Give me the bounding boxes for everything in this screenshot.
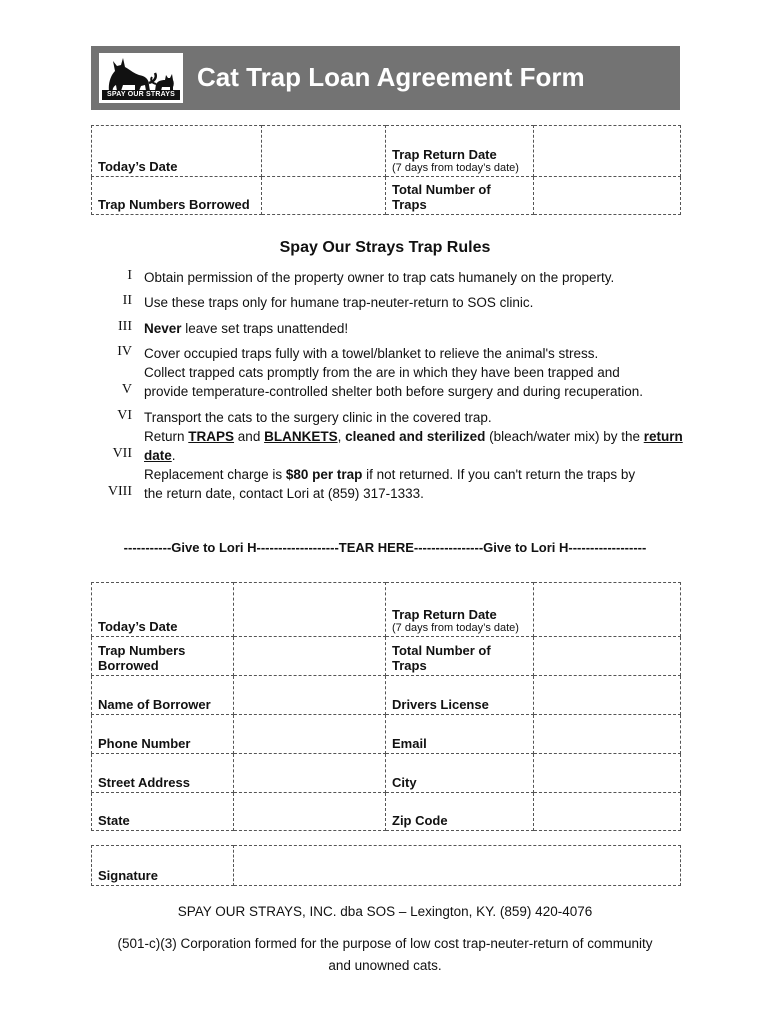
header-banner: [91, 46, 680, 110]
rule-text: [144, 319, 700, 338]
total-traps-label: [386, 177, 534, 215]
signature-table: [91, 845, 681, 886]
trap-return-date-text: Trap Return Date: [392, 147, 497, 162]
trap-return-date-label: [386, 126, 534, 177]
rule-text-part: Replacement charge is: [144, 467, 286, 482]
rule-text: [144, 427, 700, 465]
footer-description: [0, 933, 770, 977]
spay-our-strays-logo: [99, 53, 183, 103]
total-traps-field[interactable]: [534, 637, 681, 676]
rule-text: [144, 465, 700, 503]
rule-item: [100, 293, 700, 313]
borrowed-text: Borrowed: [98, 658, 159, 673]
trap-numbers-text: Trap Numbers: [98, 643, 186, 658]
rule-text: Transport the cats to the surgery clinic in the covered trap.: [144, 410, 492, 425]
page-title: Cat Trap Loan Agreement Form: [197, 62, 585, 92]
trap-return-date-label: [386, 583, 534, 637]
rule-item: [100, 408, 700, 428]
drivers-license-label: Drivers License: [386, 676, 534, 715]
total-number-of-text: Total Number of: [392, 643, 491, 658]
todays-date-label: Today’s Date: [92, 126, 262, 177]
rule-text-line: Collect trapped cats promptly from the are in which they have been trapped and: [144, 365, 620, 380]
name-of-borrower-field[interactable]: [234, 676, 386, 715]
signature-field[interactable]: [234, 846, 681, 886]
trap-return-date-text: Trap Return Date: [392, 607, 497, 622]
phone-number-field[interactable]: [234, 715, 386, 754]
city-label: City: [386, 754, 534, 793]
trap-numbers-borrowed-label: [92, 637, 234, 676]
total-traps-field[interactable]: [534, 177, 681, 215]
state-field[interactable]: [234, 793, 386, 831]
trap-return-date-field[interactable]: [534, 126, 681, 177]
traps-emphasis: TRAPS: [188, 429, 235, 444]
return-note: (7 days from today’s date): [392, 622, 519, 634]
top-loan-table: [91, 125, 681, 215]
rule-text-line: the return date, contact Lori at (859) 317-1333.: [144, 486, 424, 501]
cats-silhouette-icon: [103, 55, 179, 93]
rule-text-part: if not returned. If you can't return the traps by: [362, 467, 636, 482]
rules-title: Spay Our Strays Trap Rules: [279, 239, 491, 256]
rule-text-line: provide temperature-controlled shelter both before surgery and during recuperation.: [144, 384, 644, 399]
rule-text-part: and: [234, 429, 265, 444]
rule-number: II: [122, 293, 132, 308]
email-field[interactable]: [534, 715, 681, 754]
rule-text: [144, 363, 700, 401]
trap-numbers-borrowed-label: Trap Numbers Borrowed: [92, 177, 262, 215]
rule-item: [100, 465, 700, 505]
traps-text: Traps: [392, 197, 427, 212]
rule-text-part: Return: [144, 429, 189, 444]
rule-item: [100, 319, 700, 339]
state-label: State: [92, 793, 234, 831]
total-traps-label: [386, 637, 534, 676]
return-emphasis: return: [643, 429, 683, 444]
cleaned-emphasis: cleaned and sterilized: [345, 429, 486, 444]
rule-text: Use these traps only for humane trap-neuter-return to SOS clinic.: [144, 295, 534, 310]
rule-text-part: (bleach/water mix) by the: [485, 429, 644, 444]
trap-return-date-field[interactable]: [534, 583, 681, 637]
total-number-of-text: Total Number of: [392, 182, 491, 197]
rule-item: [100, 268, 700, 288]
rule-number: VI: [117, 408, 132, 423]
name-of-borrower-label: Name of Borrower: [92, 676, 234, 715]
email-label: Email: [386, 715, 534, 754]
price-emphasis: $80 per trap: [285, 467, 363, 482]
rule-number: IV: [117, 344, 132, 359]
drivers-license-field[interactable]: [534, 676, 681, 715]
bottom-loan-table: [91, 582, 681, 831]
tear-line: -----------Give to Lori H-------------------TEAR HERE----------------Give to Lori H------------------: [123, 540, 647, 555]
rule-text-part: .: [171, 448, 176, 463]
footer-organization: SPAY OUR STRAYS, INC. dba SOS – Lexington, KY. (859) 420-4076: [177, 904, 593, 919]
rule-number: III: [118, 319, 132, 334]
zip-code-field[interactable]: [534, 793, 681, 831]
rule-number: I: [127, 268, 132, 283]
rule-item: [100, 344, 700, 364]
rule-text: Cover occupied traps fully with a towel/blanket to relieve the animal's stress.: [144, 346, 599, 361]
rule-number: VIII: [107, 484, 132, 499]
rule-text: Obtain permission of the property owner to trap cats humanely on the property.: [144, 270, 615, 285]
todays-date-label: Today’s Date: [92, 583, 234, 637]
rule-item: [100, 427, 700, 467]
street-address-label: Street Address: [92, 754, 234, 793]
city-field[interactable]: [534, 754, 681, 793]
phone-number-label: Phone Number: [92, 715, 234, 754]
rule-number: V: [121, 382, 132, 397]
signature-label: Signature: [92, 846, 234, 886]
footer-line: and unowned cats.: [328, 958, 442, 973]
traps-text: Traps: [392, 658, 427, 673]
return-note: (7 days from today’s date): [392, 162, 519, 174]
rule-text-part: ,: [337, 429, 346, 444]
todays-date-field[interactable]: [262, 126, 386, 177]
street-address-field[interactable]: [234, 754, 386, 793]
todays-date-field[interactable]: [234, 583, 386, 637]
date-emphasis: date: [144, 448, 172, 463]
rule-number: VII: [112, 446, 132, 461]
rule-item: [100, 363, 700, 403]
rule-emphasis: Never: [144, 321, 182, 336]
logo-text: SPAY OUR STRAYS: [102, 90, 180, 100]
blankets-emphasis: BLANKETS: [264, 429, 338, 444]
trap-numbers-borrowed-field[interactable]: [262, 177, 386, 215]
trap-numbers-borrowed-field[interactable]: [234, 637, 386, 676]
footer-line: (501-c)(3) Corporation formed for the purpose of low cost trap-neuter-return of community: [117, 936, 653, 951]
zip-code-label: Zip Code: [386, 793, 534, 831]
rule-text-rest: leave set traps unattended!: [181, 321, 349, 336]
